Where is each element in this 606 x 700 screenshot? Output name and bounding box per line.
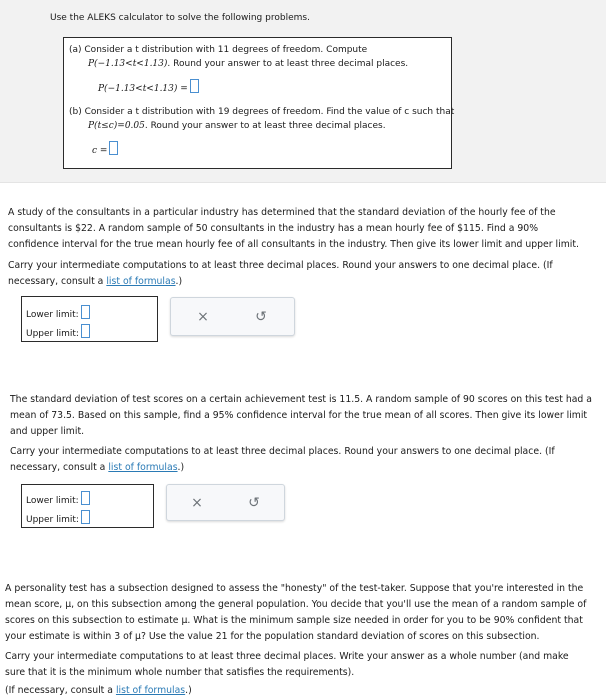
problem2-lower-label: Lower limit: bbox=[26, 310, 79, 320]
part-b-answer-input[interactable] bbox=[109, 141, 118, 155]
part-a-question-line2 bbox=[88, 57, 408, 72]
problem3-carry-line: Carry your intermediate computations to at least three decimal places. Round your answers to one decimal place. (If bbox=[10, 446, 555, 457]
problem2-line: A study of the consultants in a particular industry has determined that the standard deviation of the hourly fee of the bbox=[8, 207, 556, 218]
part-b-answer-label: c = bbox=[92, 146, 108, 156]
problem4-carry-line: sure that it is the minimum whole number that satisfies the requirements). bbox=[5, 667, 355, 678]
problem2-upper-label: Upper limit: bbox=[26, 329, 79, 339]
problem2-consult-line bbox=[8, 274, 553, 290]
problem4-formulas-link[interactable]: list of formulas bbox=[115, 685, 186, 696]
problem3-upper-label: Upper limit: bbox=[26, 515, 79, 525]
problem4-consult-line bbox=[5, 683, 192, 699]
problem4-line: A personality test has a subsection designed to assess the "honesty" of the test-taker. Suppose that you're interested in the bbox=[5, 583, 584, 594]
problem2-upper-row bbox=[26, 324, 90, 339]
problem3-upper-input[interactable] bbox=[81, 510, 90, 524]
intro-text: Use the ALEKS calculator to solve the following problems. bbox=[50, 13, 310, 23]
problem4-carry-line: Carry your intermediate computations to at least three decimal places. Write your answer as a whole number (and make bbox=[5, 651, 569, 662]
part-a-answer-input[interactable] bbox=[190, 79, 199, 93]
problem3-lower-input[interactable] bbox=[81, 491, 90, 505]
problem3-line: and upper limit. bbox=[10, 426, 85, 437]
problem3-consult-prefix: necessary, consult a bbox=[10, 462, 109, 473]
problem2-answer-box bbox=[21, 296, 158, 342]
part-b-probability-expr: P(t≤c)=0.05 bbox=[88, 121, 145, 131]
problem3-toolbar bbox=[166, 484, 285, 521]
problem3-formulas-link[interactable]: list of formulas bbox=[108, 462, 178, 473]
problem4-consult-suffix: .) bbox=[185, 685, 192, 696]
part-b-question-line2 bbox=[88, 119, 386, 134]
problem2-consult-prefix: necessary, consult a bbox=[8, 276, 107, 287]
part-a-probability-expr: P(−1.13<t<1.13) bbox=[88, 59, 168, 69]
problem3-upper-row bbox=[26, 510, 90, 525]
part-b-round-instruction: . Round your answer to at least three decimal places. bbox=[144, 121, 386, 131]
problem4-text bbox=[5, 581, 586, 645]
problem2-instructions bbox=[8, 258, 553, 290]
problem4-line: scores on this subsection to estimate μ. What is the minimum sample size needed in order for you to be 90% confident that bbox=[5, 615, 583, 626]
problem3-lower-label: Lower limit: bbox=[26, 496, 79, 506]
close-icon[interactable]: × bbox=[191, 494, 203, 511]
problem2-formulas-link[interactable]: list of formulas bbox=[106, 276, 176, 287]
problem2-lower-input[interactable] bbox=[81, 305, 90, 319]
problem3-instructions bbox=[10, 444, 555, 476]
undo-icon[interactable]: ↺ bbox=[255, 308, 267, 325]
part-b-question: (b) Consider a t distribution with 19 degrees of freedom. Find the value of c such that bbox=[69, 107, 455, 117]
problem4-line: mean score, μ, on this subsection among the general population. You decide that you'll use the mean of a random sample of bbox=[5, 599, 587, 610]
problem2-consult-suffix: .) bbox=[175, 276, 183, 287]
problem2-lower-row bbox=[26, 305, 90, 320]
problem2-line: consultants is $22. A random sample of 50 consultants in the industry has a mean hourly fee of $115. Find a 90% bbox=[8, 223, 539, 234]
problem2-carry-line: Carry your intermediate computations to at least three decimal places. Round your answers to one decimal place. (If bbox=[8, 260, 553, 271]
problem3-line: mean of 73.5. Based on this sample, find a 95% confidence interval for the true mean of all scores. Then give its lower limit bbox=[10, 410, 588, 421]
part-a-answer-row bbox=[98, 79, 199, 97]
problem2-line: confidence interval for the true mean hourly fee of all consultants in the industry. Then give its lower limit and upper limit. bbox=[8, 239, 579, 250]
part-a-round-instruction: . Round your answer to at least three decimal places. bbox=[167, 59, 409, 69]
part-a-answer-label: P(−1.13<t<1.13) = bbox=[98, 84, 188, 94]
problem4-line: your estimate is within 3 of μ? Use the value 21 for the population standard deviation of scores on this subsection. bbox=[5, 631, 540, 642]
problem3-line: The standard deviation of test scores on a certain achievement test is 11.5. A random sample of 90 scores on this test had a bbox=[10, 394, 592, 405]
problem2-upper-input[interactable] bbox=[81, 324, 90, 338]
t-distribution-problem-box bbox=[63, 37, 455, 169]
problem3-text bbox=[10, 392, 592, 440]
problem3-lower-row bbox=[26, 491, 90, 506]
problem2-toolbar bbox=[170, 297, 295, 336]
problem3-answer-box bbox=[21, 484, 154, 528]
problem3-consult-suffix: .) bbox=[177, 462, 185, 473]
problem3-consult-line bbox=[10, 460, 555, 476]
part-a-question: (a) Consider a t distribution with 11 degrees of freedom. Compute bbox=[69, 45, 368, 55]
problem4-consult-prefix: (If necessary, consult a bbox=[5, 685, 116, 696]
undo-icon[interactable]: ↺ bbox=[248, 494, 260, 511]
problem2-text bbox=[8, 205, 579, 253]
problem4-instructions bbox=[5, 649, 569, 681]
close-icon[interactable]: × bbox=[197, 308, 209, 325]
part-b-answer-row bbox=[92, 141, 118, 159]
